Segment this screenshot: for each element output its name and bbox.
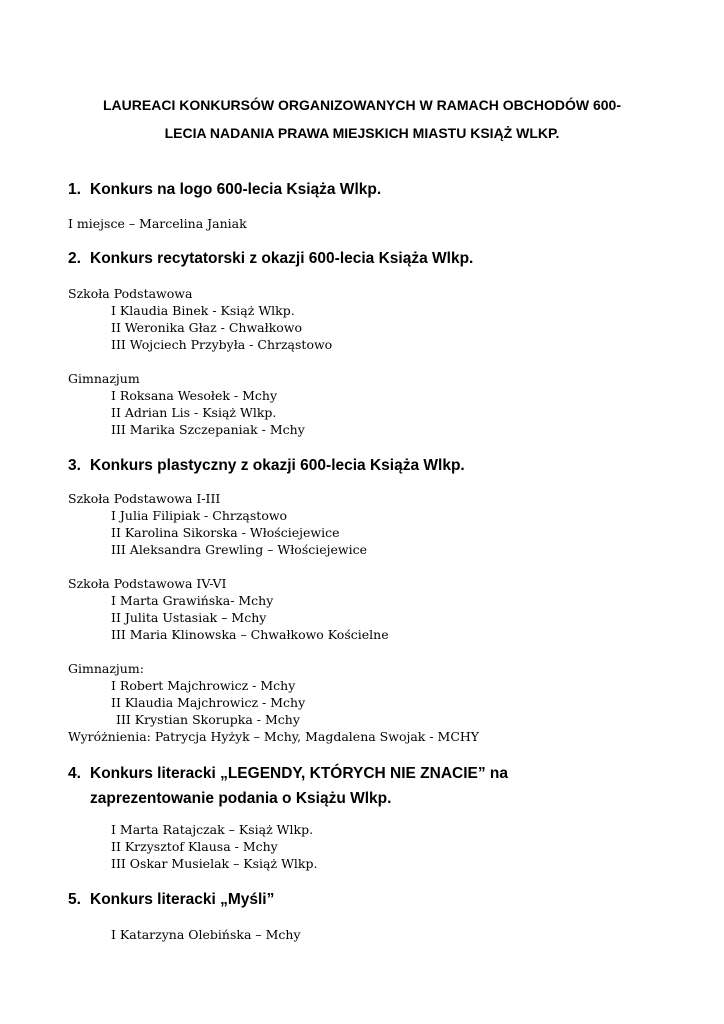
winner-entry: I Robert Majchrowicz - Mchy <box>111 678 296 693</box>
winner-entry: III Aleksandra Grewling – Włościejewice <box>111 542 368 557</box>
winner-entry: III Maria Klinowska – Chwałkowo Kościelne <box>111 627 389 642</box>
winner-entry: II Weronika Głaz - Chwałkowo <box>111 320 303 335</box>
section-number: 5. <box>68 891 81 908</box>
winner-entry: II Klaudia Majchrowicz - Mchy <box>111 695 306 710</box>
winner-entry: I Roksana Wesołek - Mchy <box>111 388 278 403</box>
section-3-heading <box>68 456 465 476</box>
section-number: 1. <box>68 181 81 198</box>
section-title: Konkurs literacki „Myśli” <box>90 891 275 908</box>
winner-entry: II Karolina Sikorska - Włościejewice <box>111 525 340 540</box>
document-title-line-1: LAUREACI KONKURSÓW ORGANIZOWANYCH W RAMACH OBCHODÓW 600- <box>103 97 621 113</box>
section-number: 4. <box>68 765 81 782</box>
section-title: Konkurs recytatorski z okazji 600-lecia Książa Wlkp. <box>90 250 474 267</box>
section-number: 3. <box>68 457 81 474</box>
group-name: Szkoła Podstawowa IV-VI <box>68 576 227 591</box>
winner-entry: III Marika Szczepaniak - Mchy <box>111 422 305 437</box>
section-title: Konkurs plastyczny z okazji 600-lecia Książa Wlkp. <box>90 457 465 474</box>
group-name: Szkoła Podstawowa I-III <box>68 491 221 506</box>
section-title-line-1: Konkurs literacki „LEGENDY, KTÓRYCH NIE ZNACIE” na <box>90 765 509 782</box>
winner-entry: III Oskar Musielak – Książ Wlkp. <box>111 856 318 871</box>
winner-entry: I Julia Filipiak - Chrząstowo <box>111 508 288 523</box>
section-2-heading <box>68 249 473 269</box>
winner-entry: I Katarzyna Olebińska – Mchy <box>111 927 301 942</box>
winner-entry: I Marta Ratajczak – Książ Wlkp. <box>111 822 314 837</box>
section-4-heading-line-2: zaprezentowanie podania o Książu Wlkp. <box>90 790 392 807</box>
section-4-heading <box>68 764 508 784</box>
section-1-winner: I miejsce – Marcelina Janiak <box>68 216 247 231</box>
distinctions: Wyróżnienia: Patrycja Hyżyk – Mchy, Magdalena Swojak - MCHY <box>68 729 480 744</box>
section-1-heading <box>68 180 381 200</box>
group-name: Gimnazjum <box>68 371 140 386</box>
section-number: 2. <box>68 250 81 267</box>
section-title: Konkurs na logo 600-lecia Książa Wlkp. <box>90 181 382 198</box>
section-5-heading <box>68 890 274 910</box>
winner-entry: I Klaudia Binek - Książ Wlkp. <box>111 303 295 318</box>
document-title-line-2: LECIA NADANIA PRAWA MIEJSKICH MIASTU KSIĄŻ WLKP. <box>164 125 560 141</box>
winner-entry: II Julita Ustasiak – Mchy <box>111 610 267 625</box>
winner-entry: III Wojciech Przybyła - Chrząstowo <box>111 337 333 352</box>
winner-entry: II Adrian Lis - Książ Wlkp. <box>111 405 277 420</box>
winner-entry: III Krystian Skorupka - Mchy <box>116 712 300 727</box>
winner-entry: II Krzysztof Klausa - Mchy <box>111 839 278 854</box>
winner-entry: I Marta Grawińska- Mchy <box>111 593 274 608</box>
group-name: Gimnazjum: <box>68 661 144 676</box>
group-name: Szkoła Podstawowa <box>68 286 193 301</box>
